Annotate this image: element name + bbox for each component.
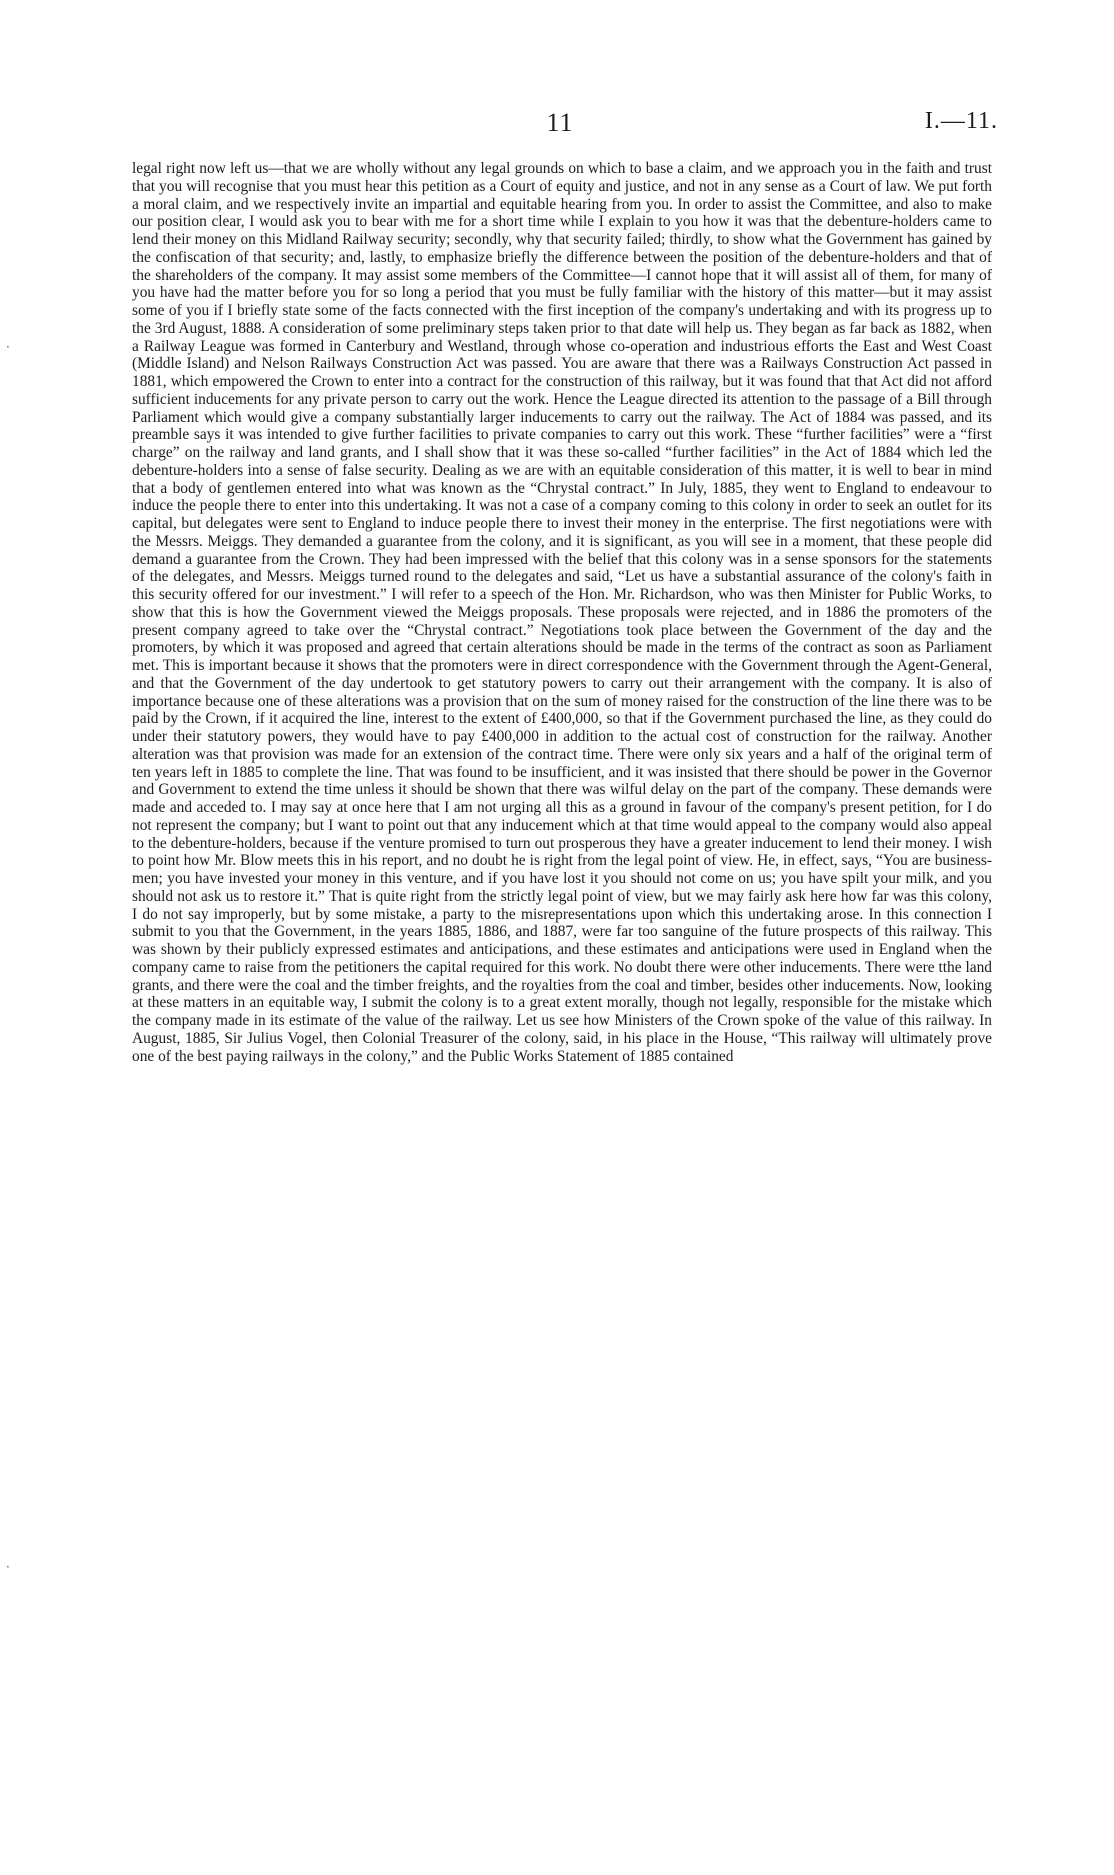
body-paragraph: legal right now left us—that we are wholly without any legal grounds on which to base a claim, and we approach you in the faith and trust that you will recognise that you must hear this petition as a Court of equity and justice, and not in any sense as a Court of law. We put forth a moral claim, and we respectively invite an impartial and equitable hearing from you. In order to assist the Committee, and also to make our position clear, I would ask you to bear with me for a short time while I explain to you how it was that the debenture-holders came to lend their money on this Midland Railway security; secondly, why that security failed; thirdly, to show what the Government has gained by the confiscation of that security; and, lastly, to emphasize briefly the difference between the position of the debenture-holders and that of the shareholders of the company. It may assist some members of the Committee—I cannot hope that it will assist all of them, for many of you have had the matter before you for so long a period that you must be fully familiar with the history of this matter—but it may assist some of you if I briefly state some of the facts connected with the first inception of the company's undertaking and with its progress up to the 3rd August, 1888. A consideration of some preliminary steps taken prior to that date will help us. They began as far back as 1882, when a Railway League was formed in Canterbury and Westland, through whose co-operation and industrious efforts the East and West Coast (Middle Island) and Nelson Railways Construction Act was passed. You are aware that there was a Railways Construction Act passed in 1881, which empowered the Crown to enter into a contract for the construction of this railway, but it was found that that Act did not afford sufficient inducements for any private person to carry out the work. Hence the League directed its attention to the passage of a Bill through Parliament which would give a company substantially larger inducements to carry out the railway. The Act of 1884 was passed, and its preamble says it was intended to give further facilities to private companies to carry out this work. These “further facilities” were a “first charge” on the railway and land grants, and I shall show that it was these so-called “further facilities” in the Act of 1884 which led the debenture-holders into a sense of false security. Dealing as we are with an equitable consideration of this matter, it is well to bear in mind that a body of gentlemen entered into what was known as the “Chrystal contract.” In July, 1885, they went to England to endeavour to induce the people there to enter into this undertaking. It was not a case of a company coming to this colony in order to seek an outlet for its capital, but delegates were sent to England to induce people there to invest their money in the enterprise. The first negotiations were with the Messrs. Meiggs. They demanded a guarantee from the colony, and it is significant, as you will see in a moment, that these people did demand a guarantee from the Crown. They had been impressed with the belief that this colony was in a sense sponsors for the statements of the delegates, and Messrs. Meiggs turned round to the delegates and said, “Let us have a substantial assurance of the colony's faith in this security offered for our investment.” I will refer to a speech of the Hon. Mr. Richardson, who was then Minister for Public Works, to show that this is how the Government viewed the Meiggs proposals. These proposals were rejected, and in 1886 the promoters of the present company agreed to take over the “Chrystal contract.” Negotiations took place between the Government of the day and the promoters, by which it was proposed and agreed that certain alterations should be made in the terms of the contract as soon as Parliament met. This is important because it shows that the promoters were in direct correspondence with the Government through the Agent-General, and that the Government of the day undertook to get statutory powers to carry out their arrangement with the company. It is also of importance because one of these alterations was a provision that on the sum of money raised for the construction of the line there was to be paid by the Crown, if it acquired the line, interest to the extent of £400,000, so that if the Government purchased the line, as they could do under their statutory powers, they would have to pay £400,000 in addition to the actual cost of construction for the railway. Another alteration was that provision was made for an extension of the contract time. There were only six years and a half of the original term of ten years left in 1885 to complete the line. That was found to be insufficient, and it was insisted that there should be power in the Governor and Government to extend the time unless it should be shown that there was wilful delay on the part of the company. These demands were made and acceded to. I may say at once here that I am not urging all this as a ground in favour of the company's present petition, for I do not represent the company; but I want to point out that any inducement which at that time would appeal to the company would also appeal to the debenture-holders, because if the venture promised to turn out prosperous they have a greater inducement to lend their money. I wish to point how Mr. Blow meets this in his report, and no doubt he is right from the legal point of view. He, in effect, says, “You are business-men; you have invested your money in this venture, and if you have lost it you should not come on us; you have spilt your milk, and you should not ask us to restore it.” That is quite right from the strictly legal point of view, but we may fairly ask here how far was this colony, I do not say improperly, but by some mistake, a party to the misrepresentations upon which this undertaking arose. In this connection I submit to you that the Government, in the years 1885, 1886, and 1887, were far too sanguine of the future prospects of this railway. This was shown by their publicly expressed estimates and anticipations, and these estimates and anticipations were used in England when the company came to raise from the petitioners the capital required for this work. No doubt there were other inducements. There were tthe land grants, and there were the coal and the timber freights, and the royalties from the coal and timber, besides other inducements. Now, looking at these matters in an equitable way, I submit the colony is to a great extent morally, though not legally, responsible for the mistake which the company made in its estimate of the value of the railway. Let us see how Ministers of the Crown spoke of the value of this railway. In August, 1885, Sir Julius Vogel, then Colonial Treasurer of the colony, said, in his place in the House, “This railway will ultimately prove one of the best paying railways in the colony,” and the Public Works Statement of 1885 contained: [132, 160, 992, 1065]
page-number: 11: [546, 108, 574, 137]
margin-mark: ·: [6, 1560, 10, 1574]
margin-mark: ·: [6, 340, 10, 354]
page-header: [0, 108, 1114, 144]
page-reference: I.—11.: [924, 108, 998, 134]
